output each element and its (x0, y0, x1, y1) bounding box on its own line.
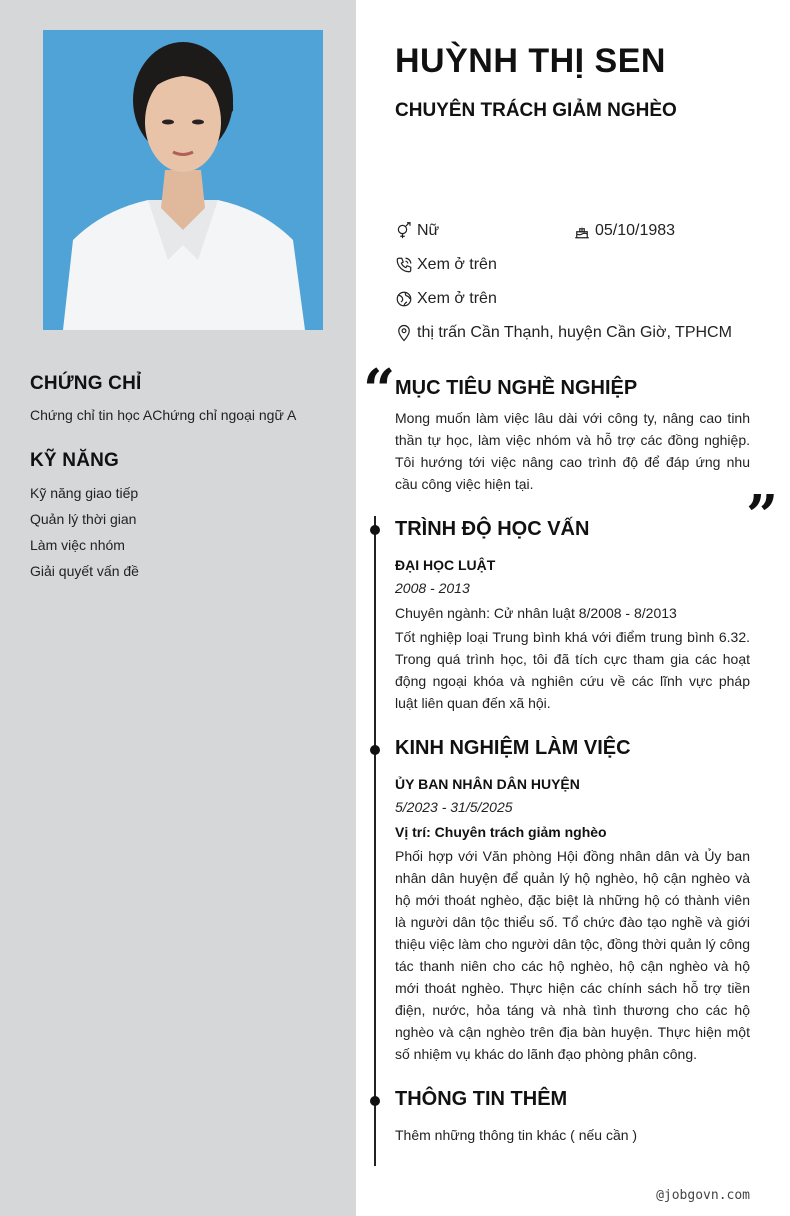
globe-icon (395, 290, 413, 308)
birthdate-value: 05/10/1983 (595, 222, 676, 239)
experience-org: ỦY BAN NHÂN DÂN HUYỆN (395, 776, 580, 792)
website-value: Xem ở trên (417, 290, 497, 307)
education-major: Chuyên ngành: Cử nhân luật 8/2008 - 8/2013 (395, 605, 677, 621)
timeline-dot (370, 745, 380, 755)
phone-value: Xem ở trên (417, 256, 497, 273)
job-title: CHUYÊN TRÁCH GIẢM NGHÈO (395, 100, 677, 121)
skills-list (30, 484, 330, 588)
candidate-name: HUỲNH THỊ SEN (395, 42, 666, 80)
quote-close-icon: ” (746, 483, 779, 549)
profile-photo (43, 30, 323, 330)
quote-open-icon: “ (363, 357, 396, 423)
gender-value: Nữ (417, 222, 440, 239)
education-title: TRÌNH ĐỘ HỌC VẤN (395, 518, 590, 540)
website-row (395, 290, 497, 308)
certificates-title: CHỨNG CHỈ (30, 373, 142, 394)
timeline-line (374, 516, 376, 1166)
education-period: 2008 - 2013 (395, 580, 470, 596)
gender-row (395, 222, 439, 240)
additional-title: THÔNG TIN THÊM (395, 1088, 568, 1110)
cake-icon (573, 222, 591, 240)
phone-row (395, 256, 497, 274)
certificates-section (30, 373, 330, 423)
experience-period: 5/2023 - 31/5/2025 (395, 799, 513, 815)
skill-item: Quản lý thời gian (30, 511, 137, 527)
experience-description: Phối hợp với Văn phòng Hội đồng nhân dân và Ủy ban nhân dân huyện để quản lý hộ nghèo, hộ cận nghèo và hộ mới thoát nghèo, đặc biệt là những hộ có thành viên là người dân tộc thiểu số. Tổ chức đào tạo nghề và giới thiệu việc làm cho người dân tộc, đồng thời quản lý công tác thanh niên cho các hộ nghèo, hộ cận nghèo và hộ mới thoát nghèo. Thực hiện các chính sách hỗ trợ tiền điện, nước, hỏa táng và nhà tình thương cho các hộ nghèo và cận nghèo trên địa bàn huyện. Thực hiện một số nhiệm vụ khác do lãnh đạo phòng phân công. (395, 848, 750, 1062)
objective-title: MỤC TIÊU NGHỀ NGHIỆP (395, 377, 638, 399)
address-value: thị trấn Cần Thạnh, huyện Cần Giờ, TPHCM (417, 324, 732, 341)
phone-icon (395, 256, 413, 274)
additional-text: Thêm những thông tin khác ( nếu cần ) (395, 1127, 638, 1143)
gender-icon (395, 222, 413, 240)
skill-item: Kỹ năng giao tiếp (30, 485, 139, 501)
education-school: ĐẠI HỌC LUẬT (395, 557, 496, 573)
timeline-dot (370, 1096, 380, 1106)
timeline-dot (370, 525, 380, 535)
skills-section (30, 450, 330, 588)
skill-item: Giải quyết vấn đề (30, 563, 139, 579)
objective-text: Mong muốn làm việc lâu dài với công ty, nâng cao tinh thần tự học, làm việc nhóm và hỗ trợ các đồng nghiệp. Tôi hướng tới việc nâng cao trình độ để đáp ứng nhu cầu công việc hiện tại. (395, 410, 750, 492)
experience-title: KINH NGHIỆM LÀM VIỆC (395, 737, 631, 759)
watermark-text: @jobgovn.com (656, 1188, 750, 1203)
education-description: Tốt nghiệp loại Trung bình khá với điểm trung bình 6.32. Trong quá trình học, tôi đã tích cực tham gia các hoạt động ngoại khóa và nghiên cứu về các lĩnh vực pháp luật liên quan đến xã hội. (395, 629, 750, 711)
address-row (395, 324, 732, 342)
birthdate-row (573, 222, 675, 240)
experience-position: Vị trí: Chuyên trách giảm nghèo (395, 824, 607, 840)
certificates-text: Chứng chỉ tin học AChứng chỉ ngoại ngữ A (30, 407, 297, 423)
skill-item: Làm việc nhóm (30, 537, 125, 553)
skills-title: KỸ NĂNG (30, 450, 120, 471)
location-pin-icon (395, 324, 413, 342)
profile-photo-image (43, 30, 323, 330)
